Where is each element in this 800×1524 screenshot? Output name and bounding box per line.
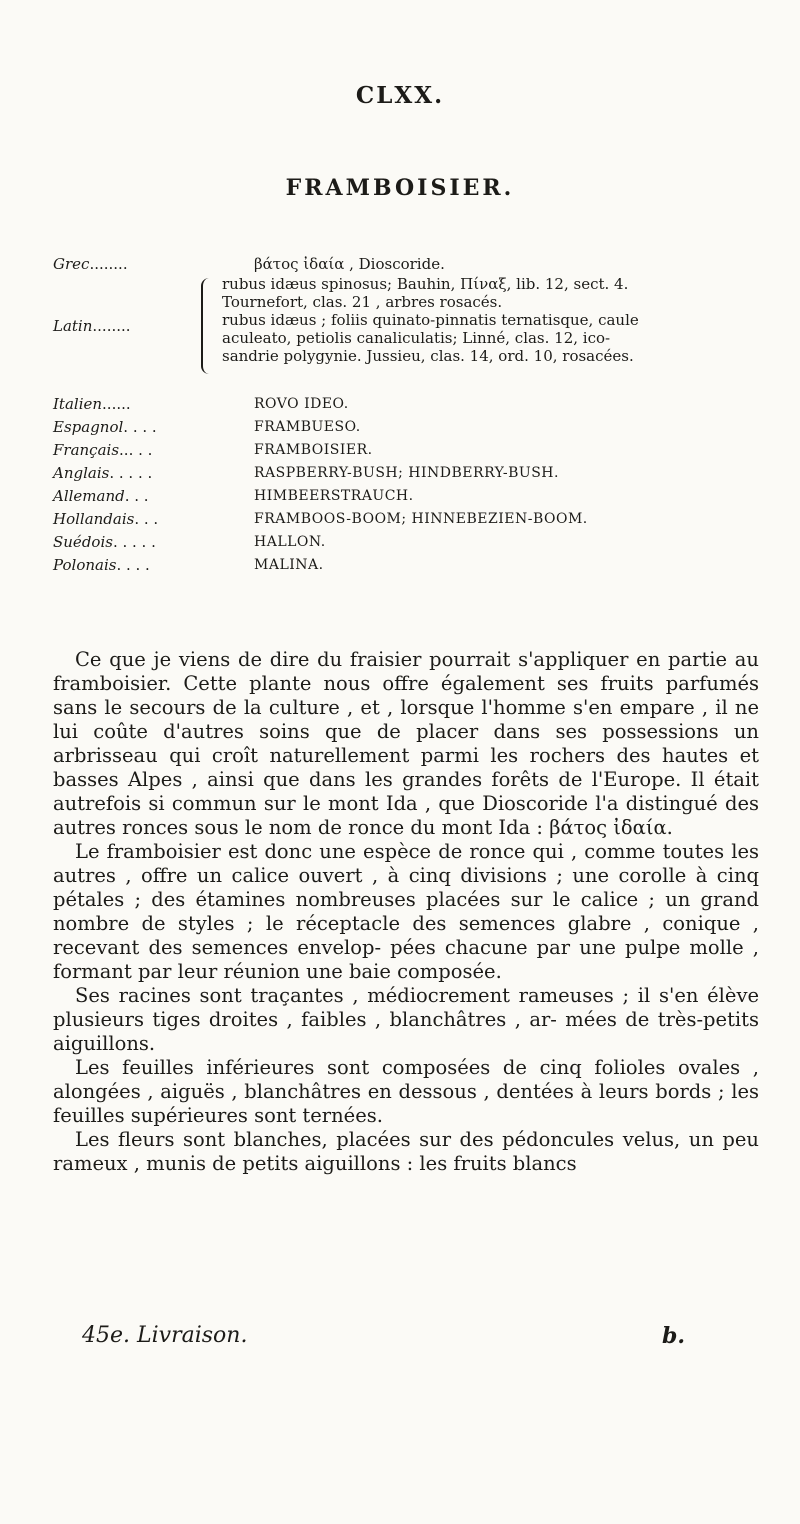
synonym-value: ROVO IDEO.: [254, 396, 349, 412]
synonym-value: HIMBEERSTRAUCH.: [254, 488, 414, 504]
body-text: [53, 648, 759, 1176]
paragraph: Les fleurs sont blanches, placées sur des pédoncules velus, un peu rameux , munis de petits aiguillons : les fruits blancs: [53, 1128, 759, 1175]
synonym-lang: Polonais. . . .: [53, 556, 150, 574]
synonym-lang: Hollandais. . .: [53, 510, 159, 528]
latin-brace: [201, 278, 215, 374]
synonym-value: RASPBERRY-BUSH; HINDBERRY-BUSH.: [254, 465, 559, 481]
synonym-lang: Suédois. . . . .: [53, 533, 156, 551]
synonym-value: FRAMBUESO.: [254, 419, 361, 435]
synonym-value: FRAMBOISIER.: [254, 442, 373, 458]
synonym-value: MALINA.: [254, 557, 324, 573]
synonym-lang: Grec........: [53, 255, 128, 273]
synonym-lang: Allemand. . .: [53, 487, 149, 505]
plate-number: CLXX.: [355, 82, 445, 109]
paragraph: Les feuilles inférieures sont composées de cinq folioles ovales , alongées , aiguës , blanchâtres en dessous , dentées à leurs bords ; les feuilles supérieures sont ternées.: [53, 1056, 759, 1127]
synonym-lang: Italien......: [53, 395, 131, 413]
synonym-lang: Français... . .: [53, 441, 153, 459]
signature-mark: b.: [662, 1323, 686, 1349]
livraison-label: 45e. Livraison.: [82, 1323, 248, 1348]
synonym-value: βάτος ἰδαία , Dioscoride.: [254, 255, 445, 273]
synonym-value: FRAMBOOS-BOOM; HINNEBEZIEN-BOOM.: [254, 511, 588, 527]
page-title: FRAMBOISIER.: [285, 175, 515, 201]
latin-line: sandrie polygynie. Jussieu, clas. 14, ord. 10, rosacées.: [222, 347, 634, 365]
latin-line: Tournefort, clas. 21 , arbres rosacés.: [222, 293, 503, 311]
paragraph: Ce que je viens de dire du fraisier pourrait s'appliquer en partie au framboisier. Cette plante nous offre également ses fruits parfumés sans le secours de la culture , et , lorsque l'homme s'en empare , il ne lui coûte d'autres soins que de placer dans ses possessions un arbrisseau qui croît naturellement parmi les rochers des hautes et basses Alpes , ainsi que dans les grandes forêts de l'Europe. Il était autrefois si commun sur le mont Ida , que Dioscoride l'a distingué des autres ronces sous le nom de ronce du mont Ida : βάτος ἰδαία.: [53, 648, 759, 839]
synonym-value: HALLON.: [254, 534, 326, 550]
paragraph: Le framboisier est donc une espèce de ronce qui , comme toutes les autres , offre un calice ouvert , à cinq divisions ; une corolle à cinq pétales ; des étamines nombreuses placées sur le calice ; un grand nombre de styles ; le réceptacle des semences glabre , conique , recevant des semences envelop- pées chacune par une pulpe molle , formant par leur réunion une baie composée.: [53, 840, 759, 983]
latin-synonyms-block: [222, 275, 762, 365]
synonym-lang: Latin........: [53, 317, 131, 335]
synonym-lang: Anglais. . . . .: [53, 464, 153, 482]
paragraph: Ses racines sont traçantes , médiocrement rameuses ; il s'en élève plusieurs tiges droites , faibles , blanchâtres , ar- mées de très-petits aiguillons.: [53, 984, 759, 1055]
latin-line: rubus idæus ; foliis quinato-pinnatis ternatisque, caule: [222, 311, 639, 329]
latin-line: aculeato, petiolis canaliculatis; Linné, clas. 12, ico-: [222, 329, 611, 347]
synonym-lang: Espagnol. . . .: [53, 418, 157, 436]
latin-line: rubus idæus spinosus; Bauhin, Πίναξ, lib. 12, sect. 4.: [222, 275, 629, 293]
